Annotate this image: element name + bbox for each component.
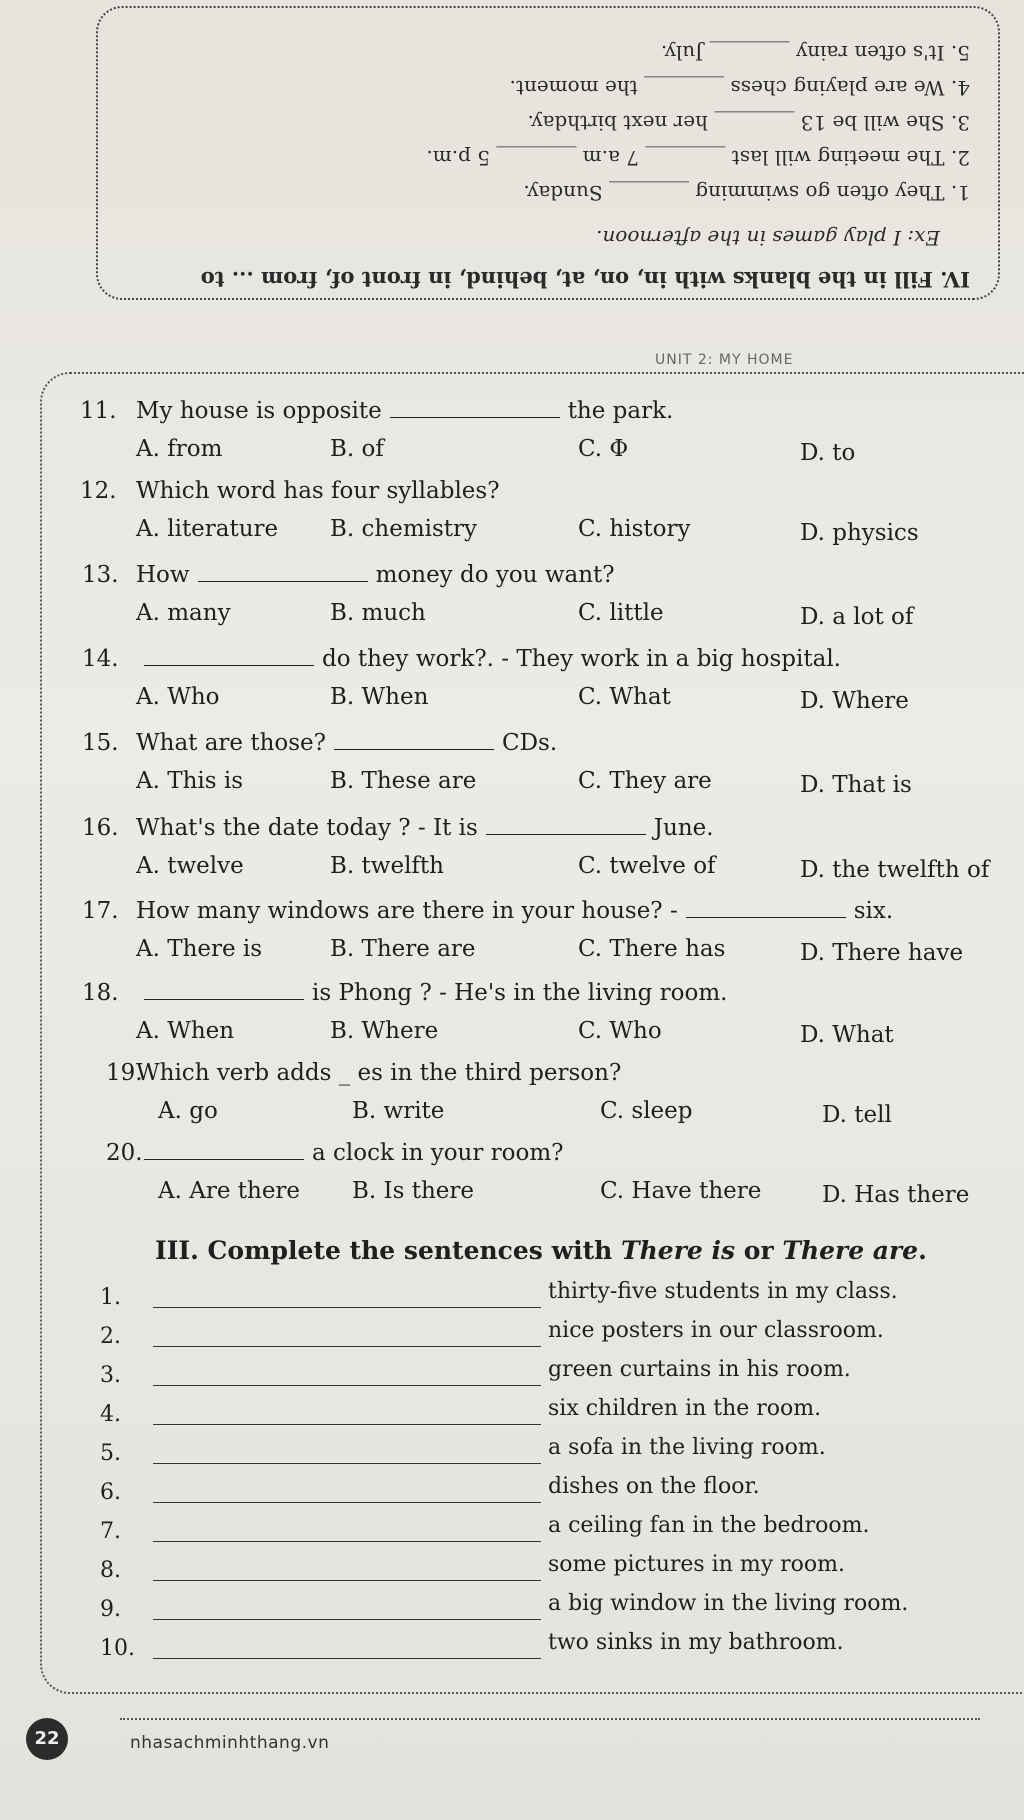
answer-option[interactable]: B. much (330, 600, 426, 626)
question-stem-pre: Which word has four syllables? (136, 478, 500, 504)
answer-option[interactable]: D. the twelfth of (800, 857, 990, 883)
answer-option[interactable]: D. What (800, 1022, 894, 1048)
answer-blank[interactable] (486, 816, 646, 835)
question-stem-post: six. (853, 898, 894, 924)
flipped-example: Ex: I play games in the afternoon. (596, 226, 940, 250)
question-stem (136, 980, 727, 1006)
answer-blank[interactable] (144, 647, 314, 666)
exercise-number: 1. (100, 1285, 121, 1310)
exercise-sentence: green curtains in his room. (548, 1357, 851, 1382)
question-number: 11. (80, 398, 117, 424)
exercise-blank[interactable] (153, 1346, 541, 1347)
page-number-badge: 22 (26, 1718, 68, 1760)
exercise-sentence: dishes on the floor. (548, 1474, 760, 1499)
question-stem-pre: What's the date today ? - It is (136, 815, 478, 841)
exercise-sentence: some pictures in my room. (548, 1552, 846, 1577)
answer-option[interactable]: B. Is there (352, 1178, 474, 1204)
question-stem (136, 730, 557, 756)
flipped-line: 5. It's often rainy ________ July. (660, 41, 970, 65)
answer-option[interactable]: D. Has there (822, 1182, 970, 1208)
exercise-sentence: two sinks in my bathroom. (548, 1630, 844, 1655)
answer-option[interactable]: A. When (136, 1018, 235, 1044)
flipped-line: 1. They often go swimming ________ Sunday. (523, 181, 970, 205)
section-3-title-prefix: III. Complete the sentences with (155, 1236, 622, 1265)
flipped-line: 3. She will be 13 ________ her next birthday. (527, 111, 970, 135)
exercise-blank[interactable] (153, 1463, 541, 1464)
answer-option[interactable]: A. from (136, 436, 223, 462)
publisher-site: nhasachminhthang.vn (130, 1733, 330, 1753)
answer-option[interactable]: D. physics (800, 520, 919, 546)
question-stem (136, 478, 500, 504)
answer-option[interactable]: D. Where (800, 688, 909, 714)
answer-option[interactable]: A. twelve (136, 853, 244, 879)
exercise-blank[interactable] (153, 1424, 541, 1425)
question-stem-pre: My house is opposite (136, 398, 382, 424)
question-stem (136, 1140, 564, 1166)
question-stem-post: is Phong ? - He's in the living room. (312, 980, 728, 1006)
answer-option[interactable]: A. This is (136, 768, 244, 794)
answer-blank[interactable] (144, 1141, 304, 1160)
exercise-number: 9. (100, 1597, 121, 1622)
answer-option[interactable]: B. chemistry (330, 516, 478, 542)
exercise-sentence: nice posters in our classroom. (548, 1318, 884, 1343)
exercise-number: 8. (100, 1558, 121, 1583)
question-number: 13. (82, 562, 119, 588)
flipped-line: 2. The meeting will last ________ 7 a.m ________ 5 p.m. (426, 146, 970, 170)
exercise-number: 6. (100, 1480, 121, 1505)
answer-option[interactable]: C. Φ (578, 436, 629, 462)
answer-blank[interactable] (198, 563, 368, 582)
exercise-blank[interactable] (153, 1502, 541, 1503)
exercise-blank[interactable] (153, 1385, 541, 1386)
question-stem-pre: How many windows are there in your house? - (136, 898, 678, 924)
exercise-sentence: a ceiling fan in the bedroom. (548, 1513, 870, 1538)
answer-option[interactable]: C. They are (578, 768, 712, 794)
exercise-number: 10. (100, 1636, 135, 1661)
exercise-number: 3. (100, 1363, 121, 1388)
question-stem (136, 898, 893, 924)
question-stem-post: do they work?. - They work in a big hospital. (322, 646, 841, 672)
question-number: 16. (82, 815, 119, 841)
answer-option[interactable]: A. go (158, 1098, 218, 1124)
answer-blank[interactable] (334, 731, 494, 750)
exercise-sentence: a big window in the living room. (548, 1591, 909, 1616)
answer-option[interactable]: B. twelfth (330, 853, 444, 879)
question-stem (136, 815, 714, 841)
question-number: 20. (106, 1140, 143, 1166)
answer-option[interactable]: C. little (578, 600, 664, 626)
answer-option[interactable]: B. When (330, 684, 429, 710)
exercise-number: 4. (100, 1402, 121, 1427)
unit-label: UNIT 2: MY HOME (655, 352, 794, 368)
answer-blank[interactable] (390, 399, 560, 418)
question-stem-pre: How (136, 562, 190, 588)
question-stem-post: money do you want? (375, 562, 615, 588)
answer-option[interactable]: C. history (578, 516, 691, 542)
answer-option[interactable]: D. That is (800, 772, 912, 798)
exercise-number: 5. (100, 1441, 121, 1466)
exercise-number: 2. (100, 1324, 121, 1349)
question-stem (136, 398, 673, 424)
exercise-blank[interactable] (153, 1307, 541, 1308)
answer-option[interactable]: B. write (352, 1098, 445, 1124)
exercise-sentence: six children in the room. (548, 1396, 822, 1421)
answer-option[interactable]: A. There is (136, 936, 263, 962)
question-stem-post: CDs. (502, 730, 558, 756)
answer-blank[interactable] (686, 899, 846, 918)
answer-option[interactable]: D. to (800, 440, 856, 466)
flipped-line: 4. We are playing chess ________ the moment. (509, 76, 970, 100)
answer-option[interactable]: B. Where (330, 1018, 439, 1044)
answer-option[interactable]: C. sleep (600, 1098, 693, 1124)
question-number: 15. (82, 730, 119, 756)
answer-option[interactable]: B. There are (330, 936, 476, 962)
flipped-facing-page-section (90, 0, 1000, 300)
answer-option[interactable]: A. Who (136, 684, 220, 710)
answer-option[interactable]: B. These are (330, 768, 477, 794)
answer-blank[interactable] (144, 981, 304, 1000)
question-stem-pre: What are those? (136, 730, 326, 756)
exercise-blank[interactable] (153, 1658, 541, 1659)
question-stem (136, 1060, 621, 1086)
section-3-period: . (918, 1236, 927, 1265)
question-number: 12. (80, 478, 117, 504)
answer-option[interactable]: A. literature (136, 516, 279, 542)
exercise-sentence: a sofa in the living room. (548, 1435, 826, 1460)
answer-option[interactable]: C. twelve of (578, 853, 716, 879)
exercise-blank[interactable] (153, 1619, 541, 1620)
question-stem (136, 562, 615, 588)
question-number: 19. (106, 1060, 143, 1086)
answer-option[interactable]: D. tell (822, 1102, 892, 1128)
exercise-sentence: thirty-five students in my class. (548, 1279, 898, 1304)
answer-option[interactable]: D. a lot of (800, 604, 914, 630)
question-stem-pre: Which verb adds _ es in the third person? (136, 1060, 622, 1086)
section-3-title (155, 1236, 927, 1265)
section-3-there-are: There are (782, 1236, 919, 1265)
question-number: 14. (82, 646, 119, 672)
flipped-title: IV. Fill in the blanks with in, on, at, behind, in front of, from ... to (200, 267, 970, 292)
exercise-blank[interactable] (153, 1580, 541, 1581)
answer-option[interactable]: C. Who (578, 1018, 662, 1044)
question-stem-post: June. (653, 815, 714, 841)
question-number: 18. (82, 980, 119, 1006)
exercise-number: 7. (100, 1519, 121, 1544)
answer-option[interactable]: C. There has (578, 936, 726, 962)
exercise-blank[interactable] (153, 1541, 541, 1542)
answer-option[interactable]: C. Have there (600, 1178, 762, 1204)
footer-divider (120, 1718, 980, 1720)
section-3-there-is: There is (621, 1236, 736, 1265)
question-stem (136, 646, 841, 672)
answer-option[interactable]: B. of (330, 436, 384, 462)
answer-option[interactable]: A. many (136, 600, 231, 626)
answer-option[interactable]: C. What (578, 684, 671, 710)
answer-option[interactable]: D. There have (800, 940, 964, 966)
question-stem-post: the park. (567, 398, 674, 424)
answer-option[interactable]: A. Are there (158, 1178, 301, 1204)
question-stem-post: a clock in your room? (312, 1140, 564, 1166)
section-3-or: or (735, 1236, 783, 1265)
question-number: 17. (82, 898, 119, 924)
